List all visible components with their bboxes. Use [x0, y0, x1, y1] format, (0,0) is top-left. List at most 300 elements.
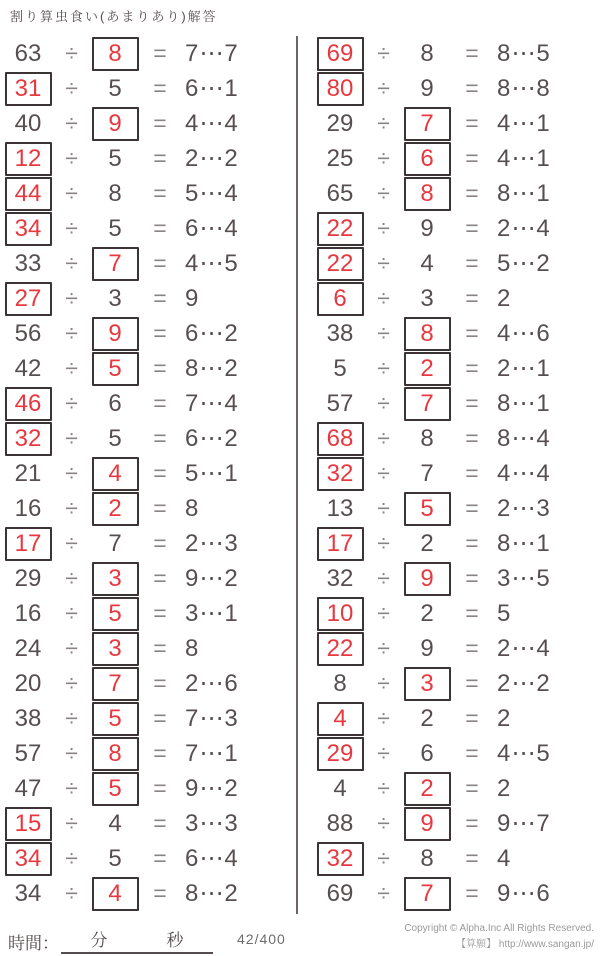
problem-row — [315, 526, 600, 561]
equals-sign: = — [153, 775, 167, 801]
divisor-value: 3 — [108, 284, 122, 312]
answer-box: 7 — [92, 667, 139, 701]
divide-sign: ÷ — [377, 40, 390, 66]
dividend-value: 5 — [333, 354, 347, 382]
dividend-cell — [315, 632, 365, 666]
result-value: 2⋯4 — [497, 635, 551, 662]
equals-sign: = — [153, 740, 167, 766]
equals-sign: = — [465, 495, 479, 521]
problem-row — [3, 771, 293, 806]
problem-row — [315, 176, 600, 211]
divisor-cell — [402, 667, 452, 701]
result-value: 8⋯1 — [497, 530, 551, 557]
result-value: 5⋯2 — [497, 250, 551, 277]
problem-row — [315, 71, 600, 106]
dividend-cell — [3, 495, 53, 523]
problem-row — [3, 526, 293, 561]
result-value: 8 — [185, 494, 200, 522]
divide-sign: ÷ — [377, 740, 390, 766]
dividend-cell — [315, 597, 365, 631]
problem-row — [3, 386, 293, 421]
dividend-value: 25 — [326, 144, 354, 172]
dividend-value: 34 — [14, 879, 42, 907]
problem-row — [3, 736, 293, 771]
divide-sign: ÷ — [65, 600, 78, 626]
answer-box: 7 — [404, 107, 451, 141]
divide-sign: ÷ — [377, 145, 390, 171]
dividend-value: 47 — [14, 774, 42, 802]
time-field — [8, 926, 213, 954]
divide-sign: ÷ — [65, 740, 78, 766]
dividend-cell — [315, 72, 365, 106]
divisor-cell — [402, 600, 452, 628]
divide-sign: ÷ — [65, 110, 78, 136]
equals-sign: = — [153, 145, 167, 171]
equals-sign: = — [153, 810, 167, 836]
problem-row — [315, 631, 600, 666]
divide-sign: ÷ — [377, 110, 390, 136]
dividend-cell — [3, 635, 53, 663]
dividend-cell — [315, 670, 365, 698]
divide-sign: ÷ — [65, 180, 78, 206]
divisor-cell — [90, 530, 140, 558]
answer-box: 7 — [404, 877, 451, 911]
result-value: 4⋯4 — [497, 460, 551, 487]
dividend-value: 20 — [14, 669, 42, 697]
dividend-cell — [3, 527, 53, 561]
answer-box: 17 — [5, 527, 52, 561]
divide-sign: ÷ — [65, 250, 78, 276]
divide-sign: ÷ — [377, 775, 390, 801]
equals-sign: = — [153, 600, 167, 626]
answer-box: 8 — [404, 317, 451, 351]
problem-row — [3, 491, 293, 526]
divisor-value: 6 — [108, 389, 122, 417]
answer-box: 3 — [92, 632, 139, 666]
equals-sign: = — [153, 110, 167, 136]
divide-sign: ÷ — [377, 460, 390, 486]
equals-sign: = — [153, 670, 167, 696]
answer-box: 2 — [92, 492, 139, 526]
dividend-cell — [315, 37, 365, 71]
problem-row — [315, 666, 600, 701]
answer-box: 68 — [317, 422, 364, 456]
divisor-value: 5 — [108, 424, 122, 452]
result-value: 2 — [497, 284, 512, 312]
problem-row — [3, 211, 293, 246]
dividend-cell — [315, 110, 365, 138]
result-value: 5⋯4 — [185, 180, 239, 207]
answer-box: 69 — [317, 37, 364, 71]
dividend-value: 16 — [14, 494, 42, 522]
divisor-value: 4 — [108, 809, 122, 837]
dividend-cell — [3, 807, 53, 841]
problem-row — [315, 351, 600, 386]
problem-row — [315, 456, 600, 491]
answer-box: 17 — [317, 527, 364, 561]
divisor-value: 8 — [420, 39, 434, 67]
divide-sign: ÷ — [65, 635, 78, 661]
dividend-value: 16 — [14, 599, 42, 627]
problem-row — [315, 841, 600, 876]
result-value: 7⋯3 — [185, 705, 239, 732]
divisor-cell — [90, 772, 140, 806]
divisor-cell — [402, 772, 452, 806]
divisor-cell — [90, 632, 140, 666]
dividend-value: 38 — [326, 319, 354, 347]
result-value: 2⋯6 — [185, 670, 239, 697]
dividend-cell — [3, 387, 53, 421]
divide-sign: ÷ — [377, 215, 390, 241]
divisor-value: 5 — [108, 144, 122, 172]
divide-sign: ÷ — [65, 565, 78, 591]
time-label: 時間： — [8, 934, 59, 953]
answer-box: 27 — [5, 282, 52, 316]
answer-box: 7 — [404, 387, 451, 421]
result-value: 6⋯4 — [185, 845, 239, 872]
equals-sign: = — [153, 355, 167, 381]
divisor-cell — [402, 740, 452, 768]
divide-sign: ÷ — [377, 320, 390, 346]
problem-row — [3, 281, 293, 316]
equals-sign: = — [465, 460, 479, 486]
dividend-value: 24 — [14, 634, 42, 662]
divisor-cell — [90, 75, 140, 103]
equals-sign: = — [153, 880, 167, 906]
answer-box: 8 — [92, 37, 139, 71]
dividend-value: 38 — [14, 704, 42, 732]
answer-box: 22 — [317, 632, 364, 666]
divide-sign: ÷ — [377, 180, 390, 206]
divisor-value: 9 — [420, 74, 434, 102]
answer-box: 22 — [317, 212, 364, 246]
divisor-value: 8 — [420, 424, 434, 452]
divisor-value: 3 — [420, 284, 434, 312]
problem-row — [315, 491, 600, 526]
equals-sign: = — [153, 845, 167, 871]
divide-sign: ÷ — [377, 670, 390, 696]
dividend-cell — [315, 145, 365, 173]
problem-row — [3, 316, 293, 351]
result-value: 9⋯7 — [497, 810, 551, 837]
seconds-label: 秒 — [166, 931, 184, 950]
problem-row — [315, 36, 600, 71]
dividend-value: 40 — [14, 109, 42, 137]
answer-box: 44 — [5, 177, 52, 211]
divide-sign: ÷ — [377, 75, 390, 101]
dividend-cell — [3, 422, 53, 456]
result-value: 5 — [497, 599, 512, 627]
divisor-value: 7 — [420, 459, 434, 487]
equals-sign: = — [465, 145, 479, 171]
answer-box: 15 — [5, 807, 52, 841]
dividend-value: 4 — [333, 774, 347, 802]
divide-sign: ÷ — [65, 460, 78, 486]
divide-sign: ÷ — [377, 810, 390, 836]
problem-row — [3, 666, 293, 701]
divisor-cell — [90, 877, 140, 911]
result-value: 8⋯1 — [497, 390, 551, 417]
divisor-cell — [90, 667, 140, 701]
divide-sign: ÷ — [65, 390, 78, 416]
divisor-cell — [402, 635, 452, 663]
divide-sign: ÷ — [65, 880, 78, 906]
dividend-cell — [3, 740, 53, 768]
dividend-cell — [3, 842, 53, 876]
dividend-cell — [315, 180, 365, 208]
dividend-cell — [3, 110, 53, 138]
result-value: 4 — [497, 844, 512, 872]
answer-box: 32 — [317, 842, 364, 876]
divisor-value: 4 — [420, 249, 434, 277]
dividend-value: 63 — [14, 39, 42, 67]
dividend-cell — [3, 177, 53, 211]
answer-box: 9 — [404, 807, 451, 841]
divisor-cell — [90, 215, 140, 243]
answer-box: 80 — [317, 72, 364, 106]
divisor-cell — [90, 737, 140, 771]
divide-sign: ÷ — [65, 845, 78, 871]
dividend-value: 29 — [326, 109, 354, 137]
dividend-cell — [315, 457, 365, 491]
equals-sign: = — [153, 565, 167, 591]
problem-row — [3, 421, 293, 456]
problem-row — [315, 876, 600, 911]
answer-box: 9 — [404, 562, 451, 596]
divisor-value: 5 — [108, 844, 122, 872]
dividend-cell — [3, 250, 53, 278]
result-value: 2 — [497, 704, 512, 732]
problem-row — [315, 771, 600, 806]
copyright-line2: 【算願】 http://www.sangan.jp/ — [456, 938, 594, 950]
equals-sign: = — [465, 250, 479, 276]
equals-sign: = — [153, 40, 167, 66]
dividend-cell — [315, 355, 365, 383]
result-value: 4⋯5 — [497, 740, 551, 767]
divide-sign: ÷ — [65, 215, 78, 241]
dividend-cell — [3, 212, 53, 246]
dividend-cell — [315, 880, 365, 908]
problem-row — [315, 421, 600, 456]
equals-sign: = — [465, 565, 479, 591]
divide-sign: ÷ — [65, 425, 78, 451]
answer-box: 46 — [5, 387, 52, 421]
answer-box: 9 — [92, 317, 139, 351]
copyright — [404, 921, 594, 952]
divisor-value: 8 — [108, 179, 122, 207]
equals-sign: = — [153, 75, 167, 101]
answer-box: 29 — [317, 737, 364, 771]
divisor-cell — [402, 807, 452, 841]
divisor-value: 7 — [108, 529, 122, 557]
dividend-cell — [3, 72, 53, 106]
divide-sign: ÷ — [377, 425, 390, 451]
problem-row — [315, 141, 600, 176]
answer-box: 4 — [92, 877, 139, 911]
equals-sign: = — [153, 530, 167, 556]
answer-box: 4 — [317, 702, 364, 736]
divide-sign: ÷ — [377, 250, 390, 276]
equals-sign: = — [465, 530, 479, 556]
divide-sign: ÷ — [377, 565, 390, 591]
divisor-cell — [90, 352, 140, 386]
dividend-value: 42 — [14, 354, 42, 382]
result-value: 7⋯7 — [185, 40, 239, 67]
divide-sign: ÷ — [65, 495, 78, 521]
dividend-value: 33 — [14, 249, 42, 277]
dividend-cell — [3, 600, 53, 628]
divisor-cell — [90, 562, 140, 596]
time-blank-underline — [61, 926, 213, 954]
result-value: 4⋯5 — [185, 250, 239, 277]
equals-sign: = — [465, 320, 479, 346]
equals-sign: = — [465, 845, 479, 871]
dividend-cell — [315, 842, 365, 876]
problem-row — [315, 736, 600, 771]
problem-row — [315, 316, 600, 351]
equals-sign: = — [153, 460, 167, 486]
result-value: 2⋯4 — [497, 215, 551, 242]
result-value: 6⋯4 — [185, 215, 239, 242]
problem-row — [3, 701, 293, 736]
answer-box: 34 — [5, 842, 52, 876]
divide-sign: ÷ — [65, 355, 78, 381]
divide-sign: ÷ — [377, 530, 390, 556]
problem-row — [315, 281, 600, 316]
divisor-value: 2 — [420, 704, 434, 732]
answer-box: 5 — [404, 492, 451, 526]
divisor-cell — [402, 352, 452, 386]
answer-box: 5 — [92, 702, 139, 736]
answer-box: 12 — [5, 142, 52, 176]
divisor-cell — [90, 317, 140, 351]
divisor-cell — [402, 317, 452, 351]
divide-sign: ÷ — [377, 390, 390, 416]
result-value: 8⋯5 — [497, 40, 551, 67]
dividend-value: 88 — [326, 809, 354, 837]
answer-box: 5 — [92, 597, 139, 631]
dividend-value: 57 — [326, 389, 354, 417]
problem-row — [3, 456, 293, 491]
divide-sign: ÷ — [377, 495, 390, 521]
result-value: 2⋯3 — [185, 530, 239, 557]
progress-counter: 42/400 — [237, 931, 286, 947]
divisor-cell — [402, 877, 452, 911]
divide-sign: ÷ — [377, 880, 390, 906]
result-value: 8⋯4 — [497, 425, 551, 452]
equals-sign: = — [465, 75, 479, 101]
answer-box: 8 — [92, 737, 139, 771]
divisor-cell — [402, 250, 452, 278]
problem-row — [3, 246, 293, 281]
divisor-cell — [402, 845, 452, 873]
dividend-cell — [3, 460, 53, 488]
divisor-cell — [90, 107, 140, 141]
equals-sign: = — [153, 635, 167, 661]
problem-row — [3, 631, 293, 666]
equals-sign: = — [465, 180, 479, 206]
divisor-value: 9 — [420, 634, 434, 662]
column-divider — [296, 36, 298, 914]
dividend-cell — [3, 565, 53, 593]
equals-sign: = — [465, 635, 479, 661]
dividend-cell — [315, 390, 365, 418]
answer-box: 5 — [92, 352, 139, 386]
divisor-value: 9 — [420, 214, 434, 242]
answer-box: 2 — [404, 772, 451, 806]
answer-box: 3 — [92, 562, 139, 596]
result-value: 9⋯2 — [185, 775, 239, 802]
answer-box: 10 — [317, 597, 364, 631]
divisor-cell — [402, 107, 452, 141]
dividend-cell — [315, 247, 365, 281]
problem-row — [3, 806, 293, 841]
dividend-cell — [315, 775, 365, 803]
result-value: 3⋯3 — [185, 810, 239, 837]
answer-box: 22 — [317, 247, 364, 281]
problems-column-left — [3, 36, 293, 911]
dividend-cell — [3, 320, 53, 348]
answer-box: 31 — [5, 72, 52, 106]
dividend-cell — [315, 212, 365, 246]
dividend-cell — [315, 527, 365, 561]
problem-row — [315, 596, 600, 631]
equals-sign: = — [465, 880, 479, 906]
result-value: 8⋯2 — [185, 880, 239, 907]
divisor-cell — [402, 492, 452, 526]
divisor-cell — [90, 425, 140, 453]
equals-sign: = — [465, 355, 479, 381]
result-value: 2⋯3 — [497, 495, 551, 522]
equals-sign: = — [153, 495, 167, 521]
result-value: 8⋯2 — [185, 355, 239, 382]
result-value: 3⋯5 — [497, 565, 551, 592]
divide-sign: ÷ — [377, 600, 390, 626]
divisor-cell — [90, 597, 140, 631]
divisor-cell — [90, 180, 140, 208]
divide-sign: ÷ — [65, 75, 78, 101]
divisor-cell — [402, 142, 452, 176]
equals-sign: = — [153, 390, 167, 416]
divide-sign: ÷ — [377, 635, 390, 661]
answer-box: 6 — [317, 282, 364, 316]
divisor-cell — [402, 285, 452, 313]
result-value: 6⋯2 — [185, 320, 239, 347]
divisor-value: 5 — [108, 74, 122, 102]
answer-box: 34 — [5, 212, 52, 246]
result-value: 2⋯1 — [497, 355, 551, 382]
divisor-cell — [402, 40, 452, 68]
problem-row — [3, 36, 293, 71]
equals-sign: = — [153, 320, 167, 346]
divisor-cell — [402, 460, 452, 488]
answer-box: 9 — [92, 107, 139, 141]
answer-box: 8 — [404, 177, 451, 211]
dividend-value: 21 — [14, 459, 42, 487]
dividend-value: 32 — [326, 564, 354, 592]
divisor-cell — [90, 457, 140, 491]
result-value: 4⋯4 — [185, 110, 239, 137]
divide-sign: ÷ — [377, 705, 390, 731]
divide-sign: ÷ — [65, 145, 78, 171]
dividend-value: 57 — [14, 739, 42, 767]
divisor-cell — [402, 425, 452, 453]
problem-row — [315, 806, 600, 841]
copyright-line1: Copyright © Alpha.Inc All Rights Reserved. — [404, 923, 594, 934]
equals-sign: = — [465, 425, 479, 451]
result-value: 7⋯4 — [185, 390, 239, 417]
problem-row — [315, 561, 600, 596]
